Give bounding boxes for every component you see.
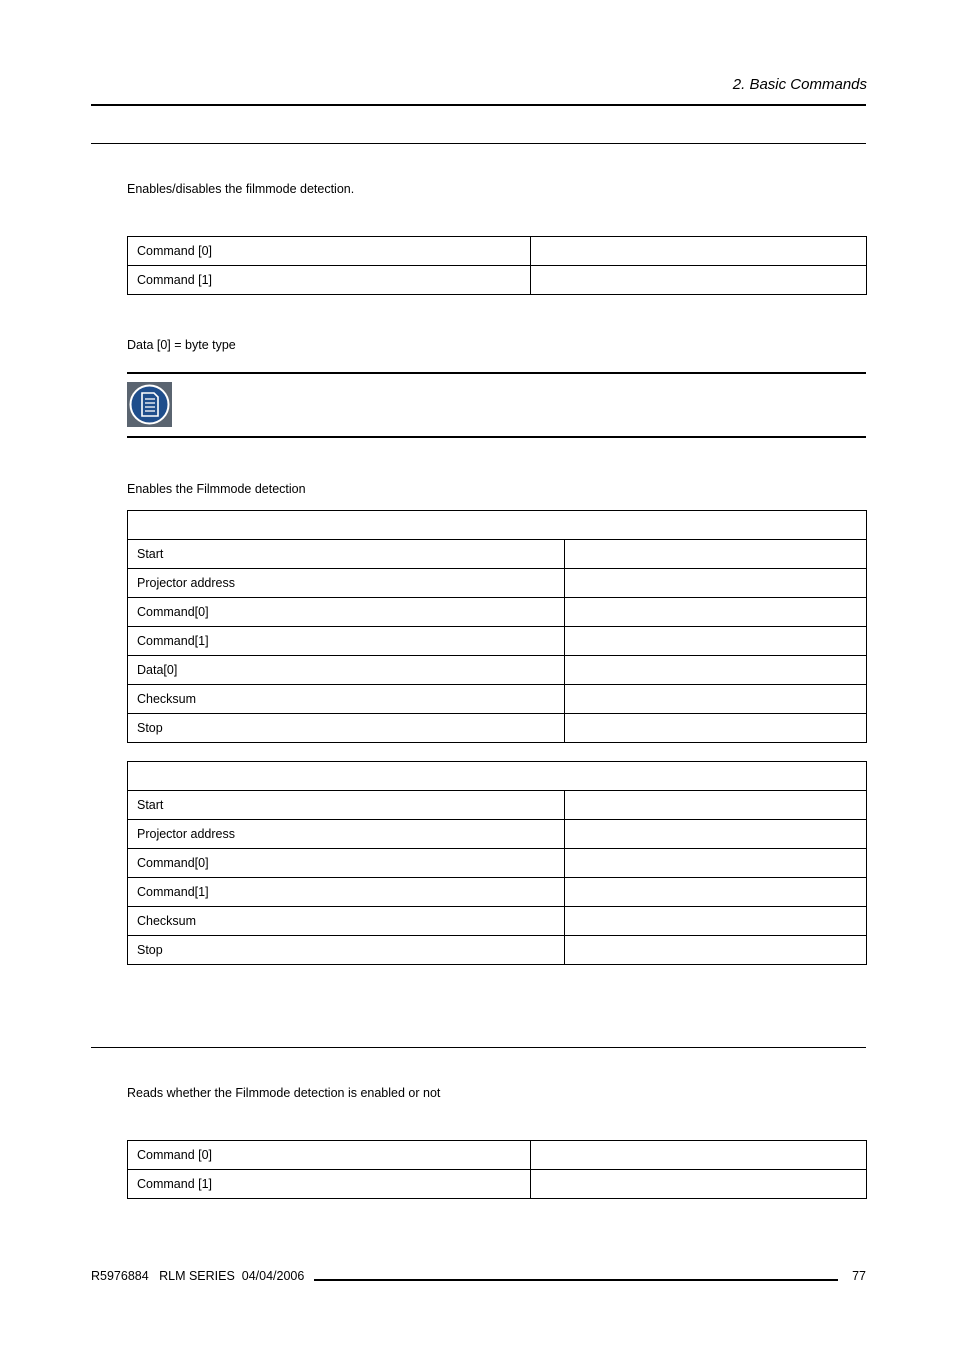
table-cell-label: Command[0] <box>128 598 565 627</box>
table-cell-label: Checksum <box>128 685 565 714</box>
table-caption-row <box>128 511 867 540</box>
table-cell-label: Command [0] <box>128 1141 531 1170</box>
table-row <box>128 237 867 266</box>
table-caption <box>128 511 867 540</box>
table-cell-value <box>565 656 867 685</box>
table-cell-value <box>565 820 867 849</box>
footer-doc-info: R5976884 RLM SERIES 04/04/2006 <box>91 1269 305 1283</box>
table-cell-label: Start <box>128 540 565 569</box>
table-row <box>128 656 867 685</box>
table-row <box>128 936 867 965</box>
table-cell-label: Command [0] <box>128 237 531 266</box>
section2-description: Reads whether the Filmmode detection is enabled or not <box>127 1086 441 1100</box>
table-cell-value <box>565 714 867 743</box>
transmit-table <box>127 510 867 743</box>
table-row <box>128 1170 867 1199</box>
table-row <box>128 598 867 627</box>
command-table-1 <box>127 236 867 295</box>
table-row <box>128 878 867 907</box>
table-row <box>128 685 867 714</box>
table-cell-label: Command[0] <box>128 849 565 878</box>
example-description: Enables the Filmmode detection <box>127 482 306 496</box>
table-cell-label: Projector address <box>128 820 565 849</box>
command-table-2 <box>127 1140 867 1199</box>
table-cell-value <box>565 569 867 598</box>
table-row <box>128 569 867 598</box>
table-row <box>128 266 867 295</box>
table-cell-value <box>531 1141 867 1170</box>
data-type-note: Data [0] = byte type <box>127 338 236 352</box>
table-row <box>128 791 867 820</box>
table-cell-value <box>565 878 867 907</box>
table-cell-value <box>565 540 867 569</box>
table-caption-row <box>128 762 867 791</box>
table-caption <box>128 762 867 791</box>
table-cell-value <box>565 627 867 656</box>
table-cell-label: Command [1] <box>128 266 531 295</box>
table-row <box>128 627 867 656</box>
section-divider <box>91 1047 866 1048</box>
table-cell-value <box>531 237 867 266</box>
table-cell-value <box>565 685 867 714</box>
note-bottom-rule <box>127 436 866 438</box>
table-cell-value <box>531 266 867 295</box>
note-document-icon <box>127 382 172 427</box>
table-row <box>128 1141 867 1170</box>
table-cell-label: Start <box>128 791 565 820</box>
acknowledge-table <box>127 761 867 965</box>
table-cell-value <box>565 598 867 627</box>
table-cell-value <box>565 907 867 936</box>
header-rule <box>91 104 866 106</box>
table-cell-label: Data[0] <box>128 656 565 685</box>
note-top-rule <box>127 372 866 374</box>
table-row <box>128 540 867 569</box>
table-cell-label: Stop <box>128 714 565 743</box>
table-cell-value <box>565 849 867 878</box>
table-cell-value <box>565 791 867 820</box>
table-cell-label: Command [1] <box>128 1170 531 1199</box>
section1-description: Enables/disables the filmmode detection. <box>127 182 355 196</box>
chapter-title: 2. Basic Commands <box>732 76 867 93</box>
table-cell-label: Command[1] <box>128 878 565 907</box>
table-cell-value <box>565 936 867 965</box>
table-cell-value <box>531 1170 867 1199</box>
table-row <box>128 820 867 849</box>
table-cell-label: Command[1] <box>128 627 565 656</box>
table-row <box>128 907 867 936</box>
table-cell-label: Stop <box>128 936 565 965</box>
page-number: 77 <box>852 1269 866 1283</box>
table-cell-label: Checksum <box>128 907 565 936</box>
section-divider <box>91 143 866 144</box>
footer-rule <box>314 1279 838 1281</box>
table-row <box>128 849 867 878</box>
table-cell-label: Projector address <box>128 569 565 598</box>
table-row <box>128 714 867 743</box>
